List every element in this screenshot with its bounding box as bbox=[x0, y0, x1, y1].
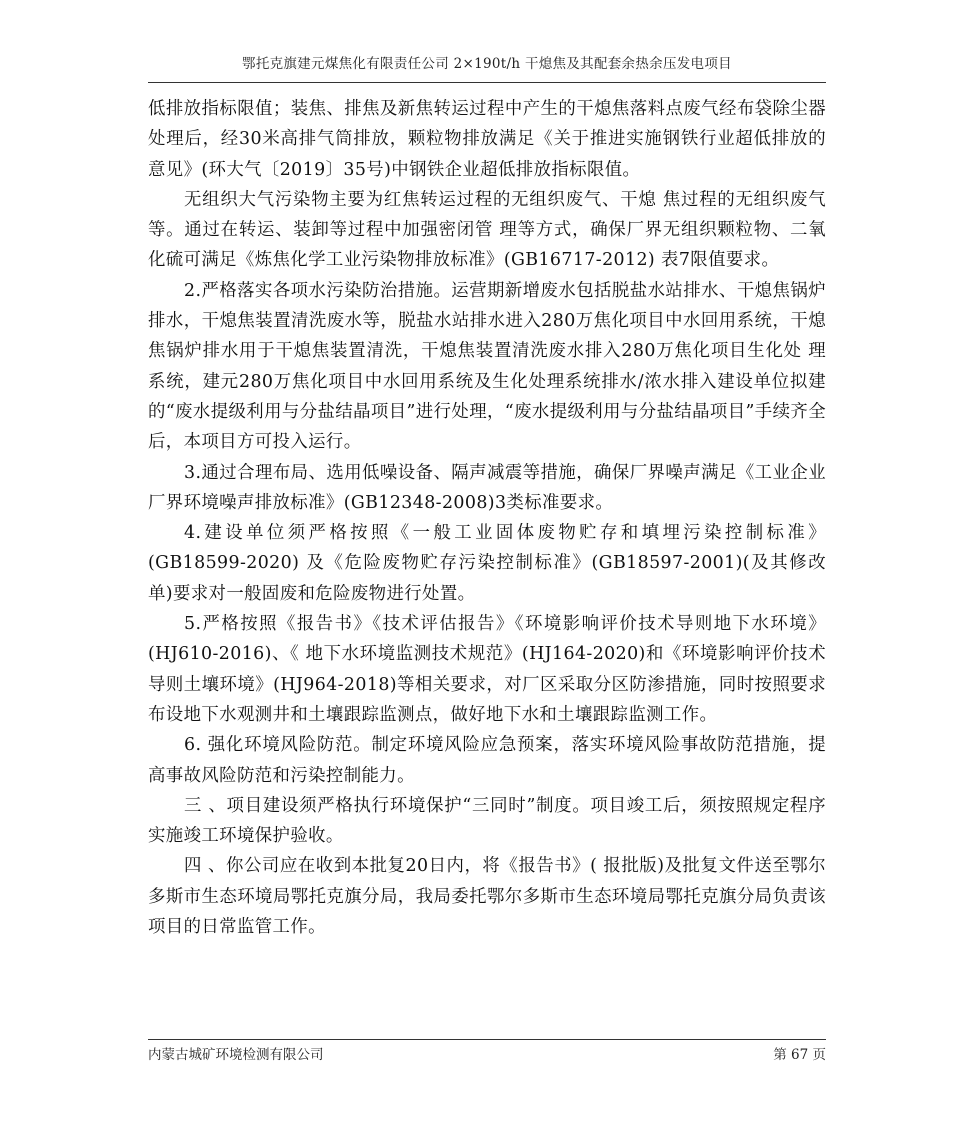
document-body bbox=[148, 94, 826, 942]
paragraph-item-5-groundwater: 5.严格按照《报告书》《技术评估报告》《环境影响评价技术导则地下水环境》(HJ610-2016)、《 地下水环境监测技术规范》(HJ164-2020)和《环境影响评价技术导则土壤环境》(HJ964-2018)等相关要求，对厂区采取分区防渗措施，同时按照要求布设地下水观测井和土壤跟踪监测点，做好地下水和土壤跟踪监测工作。 bbox=[148, 614, 826, 725]
paragraph-section-3: 三 、项目建设须严格执行环境保护“三同时”制度。项目竣工后，须按照规定程序实施竣工环境保护验收。 bbox=[148, 795, 826, 847]
paragraph-item-3-noise: 3.通过合理布局、选用低噪设备、隔声减震等措施，确保厂界噪声满足《工业企业厂界环境噪声排放标准》(GB12348-2008)3类标准要求。 bbox=[148, 462, 826, 513]
header-divider bbox=[148, 82, 826, 83]
paragraph-item-2-water: 2.严格落实各项水污染防治措施。运营期新增废水包括脱盐水站排水、干熄焦锅炉排水，干熄焦装置清洗废水等，脱盐水站排水进入280万焦化项目中水回用系统，干熄焦锅炉排水用于干熄焦装置清洗，干熄焦装置清洗废水排入280万焦化项目生化处 理系统，建元280万焦化项目中水回用系统及生化处理系统排水/浓水排入建设单位拟建的“废水提级利用与分盐结晶项目”进行处理，“废水提级利用与分盐结晶项目”手续齐全后，本项目方可投入运行。 bbox=[148, 280, 826, 453]
page-header-title: 鄂托克旗建元煤焦化有限责任公司 2×190t/h 干熄焦及其配套余热余压发电项目 bbox=[242, 56, 732, 72]
paragraph-item-6-risk: 6. 强化环境风险防范。制定环境风险应急预案，落实环境风险事故防范措施，提高事故风险防范和污染控制能力。 bbox=[148, 735, 826, 786]
footer-company: 内蒙古城矿环境检测有限公司 bbox=[148, 1047, 324, 1063]
footer-page-number: 第 67 页 bbox=[773, 1047, 826, 1063]
paragraph-section-4: 四 、你公司应在收到本批复20日内，将《报告书》( 报批版)及批复文件送至鄂尔多斯市生态环境局鄂托克旗分局，我局委托鄂尔多斯市生态环境局鄂托克旗分局负责该项目的日常监管工作。 bbox=[148, 856, 826, 938]
paragraph-continuation: 低排放指标限值；装焦、排焦及新焦转运过程中产生的干熄焦落料点废气经布袋除尘器处理后，经30米高排气筒排放，颗粒物排放满足《关于推进实施钢铁行业超低排放的意见》(环大气〔2019〕35号)中钢铁企业超低排放指标限值。 bbox=[148, 99, 826, 180]
paragraph-fugitive-emissions: 无组织大气污染物主要为红焦转运过程的无组织废气、干熄 焦过程的无组织废气等。通过在转运、装卸等过程中加强密闭管 理等方式，确保厂界无组织颗粒物、二氧化硫可满足《炼焦化学工业污染物排放标准》(GB16717-2012) 表7限值要求。 bbox=[148, 189, 826, 271]
paragraph-item-4-solid-waste: 4.建设单位须严格按照《一般工业固体废物贮存和填埋污染控制标准》(GB18599-2020) 及《危险废物贮存污染控制标准》(GB18597-2001)(及其修改单)要求对一般固废和危险废物进行处置。 bbox=[148, 523, 826, 604]
footer-divider bbox=[148, 1039, 826, 1040]
